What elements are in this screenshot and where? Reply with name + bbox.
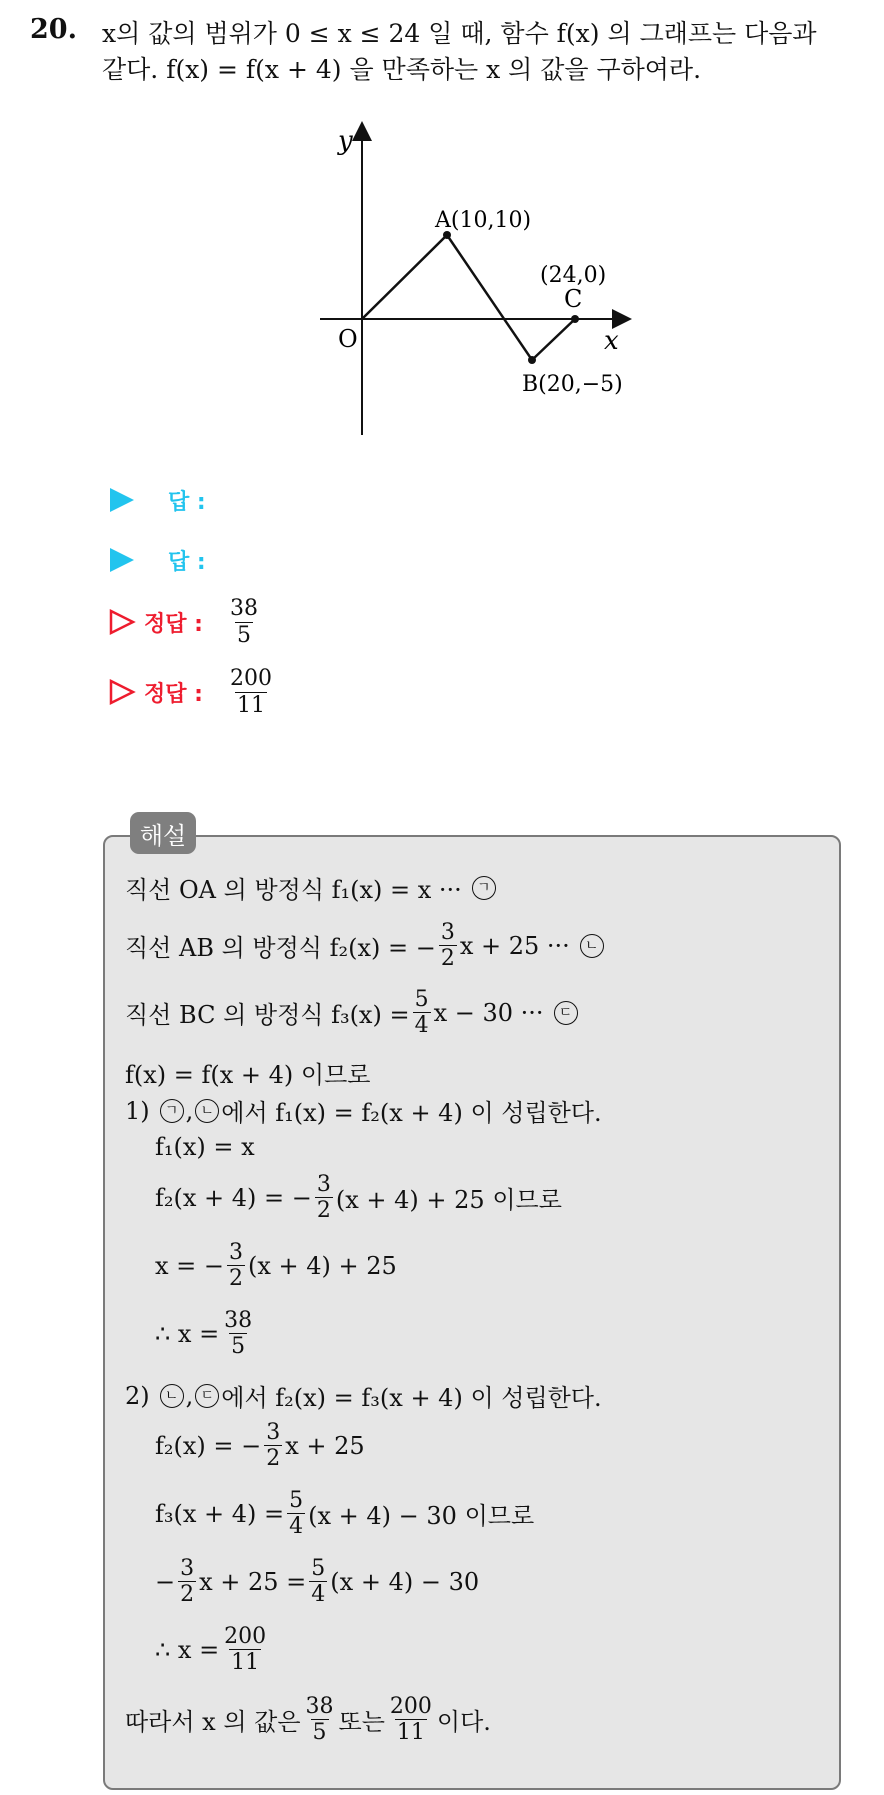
solution-line-ab: 직선 AB 의 방정식 f₂(x) = − $\frac{3}{2}$ x + 25 ··· ㄴ <box>125 920 606 972</box>
solution-case2-line2: f₃(x + 4) = $\frac{5}{4}$ (x + 4) − 30 이므로 <box>155 1488 535 1540</box>
correct-fraction-1: $\frac{38}{5}$ <box>229 596 258 648</box>
correct-answer-2 <box>108 666 277 718</box>
origin-label: O <box>338 325 358 353</box>
point-c-coord-label: (24,0) <box>540 263 607 288</box>
point-b-label: B(20,−5) <box>522 372 623 397</box>
filled-triangle-icon <box>108 546 136 574</box>
point-b-dot <box>528 356 536 364</box>
solution-case1-line1: f₁(x) = x <box>155 1133 255 1161</box>
solution-conclusion: 따라서 x 의 값은 $\frac{38}{5}$ 또는 $\frac{200}{11}$ 이다. <box>125 1694 491 1746</box>
outline-triangle-icon <box>108 678 136 706</box>
answer-label: 답 : <box>168 549 206 575</box>
point-c-dot <box>571 315 579 323</box>
solution-case2-line1: f₂(x) = − $\frac{3}{2}$ x + 25 <box>155 1420 365 1472</box>
solution-case2-line3: − $\frac{3}{2}$ x + 25 = $\frac{5}{4}$ (x + 4) − 30 <box>155 1556 480 1608</box>
solution-case1-result: ∴ x = $\frac{38}{5}$ <box>155 1308 253 1360</box>
filled-triangle-icon <box>108 486 136 514</box>
question-number: 20. <box>30 14 77 45</box>
answer-blank-2 <box>108 540 206 580</box>
question-text-line2: 같다. f(x) = f(x + 4) 을 만족하는 x 의 값을 구하여라. <box>102 55 702 84</box>
circled-letter-1: ㄱ <box>472 876 496 900</box>
solution-case1-head: 1) ㄱ , ㄴ 에서 f₁(x) = f₂(x + 4) 이 성립한다. <box>125 1096 602 1127</box>
correct-label: 정답 : <box>144 611 203 637</box>
solution-line-premise: f(x) = f(x + 4) 이므로 <box>125 1061 371 1089</box>
correct-label: 정답 : <box>144 681 203 707</box>
question-text-line1: x의 값의 범위가 0 ≤ x ≤ 24 일 때, 함수 f(x) 의 그래프는 다음과 <box>102 19 817 48</box>
graph-polyline <box>362 235 575 360</box>
solution-tab: 해설 <box>130 812 196 854</box>
outline-triangle-icon <box>108 608 136 636</box>
function-graph <box>300 115 640 445</box>
solution-case1-line2: f₂(x + 4) = − $\frac{3}{2}$ (x + 4) + 25 이므로 <box>155 1172 562 1224</box>
solution-case2-head: 2) ㄴ , ㄷ 에서 f₂(x) = f₃(x + 4) 이 성립한다. <box>125 1381 602 1412</box>
circled-letter-3: ㄷ <box>554 1001 578 1025</box>
solution-line-bc: 직선 BC 의 방정식 f₃(x) = $\frac{5}{4}$ x − 30 ··· ㄷ <box>125 987 580 1039</box>
x-axis-label: x <box>604 326 619 356</box>
point-c-label: C <box>564 285 583 313</box>
answer-label: 답 : <box>168 489 206 515</box>
solution-line-oa: 직선 OA 의 방정식 f₁(x) = x ··· ㄱ <box>125 870 498 905</box>
point-a-label: A(10,10) <box>435 208 532 233</box>
solution-case1-line3: x = − $\frac{3}{2}$ (x + 4) + 25 <box>155 1240 397 1292</box>
correct-fraction-2: $\frac{200}{11}$ <box>229 666 272 718</box>
correct-answer-1 <box>108 596 263 648</box>
circled-letter-2: ㄴ <box>580 934 604 958</box>
answer-blank-1 <box>108 480 206 520</box>
solution-case2-result: ∴ x = $\frac{200}{11}$ <box>155 1624 267 1676</box>
y-axis-label: y <box>338 126 353 156</box>
